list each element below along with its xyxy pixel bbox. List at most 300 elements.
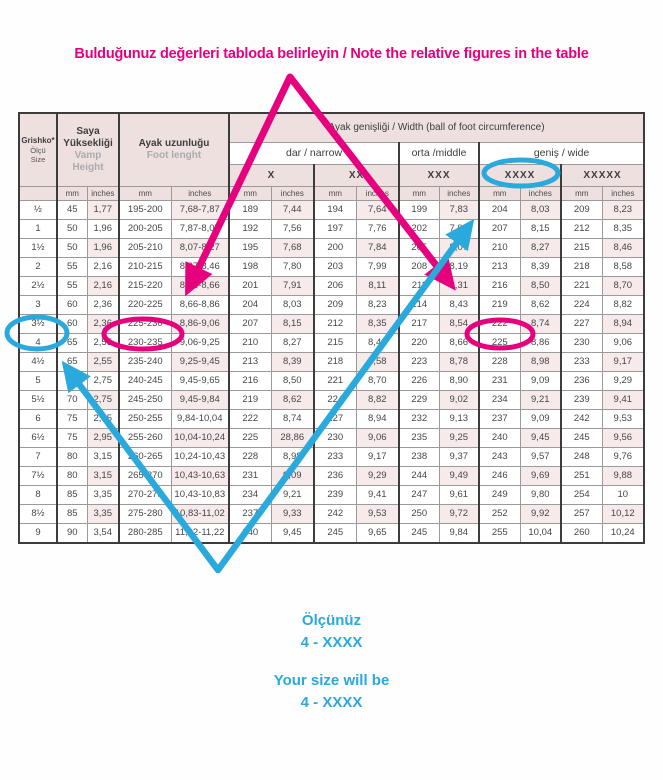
cell-foot_in: 8,86-9,06 (171, 314, 229, 333)
cell-vamp_mm: 75 (57, 428, 87, 447)
cell-xxx_in: 8,90 (439, 371, 479, 390)
cell-vamp_in: 1,96 (87, 238, 119, 257)
cell-vamp_mm: 80 (57, 447, 87, 466)
cell-xxx_mm: 229 (399, 390, 439, 409)
table-row (19, 485, 644, 504)
cell-xxxx_mm: 204 (479, 200, 520, 219)
cell-size: 5 (19, 371, 57, 390)
cell-x_in: 7,56 (271, 219, 314, 238)
cell-vamp_mm: 65 (57, 333, 87, 352)
cell-xxx_in: 8,66 (439, 333, 479, 352)
cell-xxxxx_in: 9,53 (602, 409, 644, 428)
unit-inches: inches (87, 186, 119, 200)
grade-xxxxx: XXXXX (561, 164, 644, 186)
cell-size: 8½ (19, 504, 57, 523)
cell-size: 4½ (19, 352, 57, 371)
cell-xx_in: 9,06 (356, 428, 399, 447)
cell-xx_in: 8,11 (356, 276, 399, 295)
cell-xxxxx_mm: 233 (561, 352, 602, 371)
cell-xxxxx_in: 9,88 (602, 466, 644, 485)
cell-size: 7½ (19, 466, 57, 485)
cell-xx_mm: 212 (314, 314, 356, 333)
footer-size-tr: 4 - XXXX (300, 634, 363, 651)
cell-xxxxx_in: 10 (602, 485, 644, 504)
cell-x_mm: 207 (229, 314, 271, 333)
unit-mm: mm (561, 186, 602, 200)
cell-xxx_mm: 202 (399, 219, 439, 238)
cell-foot_mm: 250-255 (119, 409, 171, 428)
cell-x_mm: 228 (229, 447, 271, 466)
cell-xxxx_mm: 240 (479, 428, 520, 447)
cell-size: 6½ (19, 428, 57, 447)
cell-vamp_mm: 60 (57, 314, 87, 333)
cell-foot_mm: 225-230 (119, 314, 171, 333)
cell-x_in: 8,62 (271, 390, 314, 409)
cell-xxx_mm: 211 (399, 276, 439, 295)
cell-xxxxx_in: 9,06 (602, 333, 644, 352)
cell-size: 7 (19, 447, 57, 466)
cell-foot_mm: 275-280 (119, 504, 171, 523)
cell-xxxx_mm: 249 (479, 485, 520, 504)
cell-x_in: 8,03 (271, 295, 314, 314)
cell-xxxxx_in: 9,41 (602, 390, 644, 409)
cell-vamp_in: 3,15 (87, 466, 119, 485)
cell-vamp_mm: 70 (57, 390, 87, 409)
cell-xxx_in: 7,95 (439, 219, 479, 238)
cell-foot_in: 10,04-10,24 (171, 428, 229, 447)
col-header-vamp (57, 113, 119, 186)
cell-xxxx_mm: 216 (479, 276, 520, 295)
cell-size: 2½ (19, 276, 57, 295)
cell-xx_mm: 233 (314, 447, 356, 466)
cell-foot_in: 9,25-9,45 (171, 352, 229, 371)
vamp-label-en: Vamp Height (72, 149, 104, 173)
cell-x_in: 8,74 (271, 409, 314, 428)
table-row (19, 466, 644, 485)
cell-xxx_in: 9,25 (439, 428, 479, 447)
cell-xxxx_in: 8,74 (520, 314, 561, 333)
cell-xxxxx_in: 8,58 (602, 257, 644, 276)
foot-label-tr: Ayak uzunluğu (138, 137, 210, 149)
cell-xxxx_mm: 231 (479, 371, 520, 390)
cell-foot_in: 9,06-9,25 (171, 333, 229, 352)
table-row (19, 200, 644, 219)
table-row (19, 238, 644, 257)
cell-xxx_in: 8,43 (439, 295, 479, 314)
unit-inches: inches (356, 186, 399, 200)
table-row (19, 371, 644, 390)
cell-xxxxx_in: 8,82 (602, 295, 644, 314)
foot-label-en: Foot lenght (146, 149, 202, 161)
cell-xxxx_in: 9,21 (520, 390, 561, 409)
cell-x_mm: 231 (229, 466, 271, 485)
grade-xxxx: XXXX (479, 164, 561, 186)
cell-xx_in: 8,58 (356, 352, 399, 371)
table-row (19, 390, 644, 409)
table-row (19, 504, 644, 523)
cell-vamp_in: 2,55 (87, 333, 119, 352)
cell-vamp_in: 3,15 (87, 447, 119, 466)
cell-x_in: 9,09 (271, 466, 314, 485)
col-header-middle: orta /middle (399, 142, 479, 164)
cell-xxxxx_in: 8,46 (602, 238, 644, 257)
cell-xx_mm: 224 (314, 390, 356, 409)
cell-foot_in: 10,24-10,43 (171, 447, 229, 466)
cell-xx_in: 8,35 (356, 314, 399, 333)
grade-xxx: XXX (399, 164, 479, 186)
size-table (18, 112, 645, 544)
size-label-en: Size (30, 154, 46, 164)
cell-xxxx_mm: 210 (479, 238, 520, 257)
unit-mm: mm (399, 186, 439, 200)
table-row (19, 523, 644, 543)
cell-x_mm: 204 (229, 295, 271, 314)
cell-xxx_mm: 220 (399, 333, 439, 352)
cell-foot_in: 11,02-11,22 (171, 523, 229, 543)
cell-foot_mm: 210-215 (119, 257, 171, 276)
cell-vamp_in: 3,35 (87, 504, 119, 523)
table-row (19, 314, 644, 333)
cell-xxxxx_mm: 242 (561, 409, 602, 428)
cell-x_mm: 201 (229, 276, 271, 295)
cell-vamp_in: 3,54 (87, 523, 119, 543)
cell-vamp_mm: 60 (57, 295, 87, 314)
table-row (19, 447, 644, 466)
cell-xxxx_in: 9,09 (520, 409, 561, 428)
cell-foot_in: 7,87-8,07 (171, 219, 229, 238)
cell-xxx_in: 8,19 (439, 257, 479, 276)
cell-x_mm: 216 (229, 371, 271, 390)
cell-xx_mm: 221 (314, 371, 356, 390)
cell-xx_in: 9,17 (356, 447, 399, 466)
unit-blank (19, 186, 57, 200)
cell-size: ½ (19, 200, 57, 219)
cell-foot_in: 8,46-8,66 (171, 276, 229, 295)
cell-x_mm: 210 (229, 333, 271, 352)
vamp-label-tr: Saya Yüksekliği (63, 125, 113, 149)
cell-xxxxx_mm: 221 (561, 276, 602, 295)
cell-xxxx_in: 9,92 (520, 504, 561, 523)
cell-foot_mm: 220-225 (119, 295, 171, 314)
cell-foot_mm: 205-210 (119, 238, 171, 257)
cell-vamp_mm: 80 (57, 466, 87, 485)
cell-xxxxx_in: 9,56 (602, 428, 644, 447)
cell-xx_in: 8,46 (356, 333, 399, 352)
cell-vamp_mm: 70 (57, 371, 87, 390)
table-row (19, 257, 644, 276)
col-header-foot-length (119, 113, 229, 186)
col-header-width-group: Ayak genişliği / Width (ball of foot circumference) (229, 113, 644, 142)
cell-xxxxx_in: 8,94 (602, 314, 644, 333)
cell-xxx_in: 9,49 (439, 466, 479, 485)
cell-foot_in: 8,66-8,86 (171, 295, 229, 314)
cell-vamp_in: 2,95 (87, 428, 119, 447)
cell-x_in: 8,27 (271, 333, 314, 352)
table-row (19, 352, 644, 371)
cell-xxx_in: 8,54 (439, 314, 479, 333)
table-row (19, 333, 644, 352)
cell-vamp_in: 2,95 (87, 409, 119, 428)
cell-foot_mm: 255-260 (119, 428, 171, 447)
cell-vamp_in: 2,36 (87, 314, 119, 333)
cell-xxxx_in: 8,98 (520, 352, 561, 371)
cell-size: 6 (19, 409, 57, 428)
cell-xxxx_in: 10,04 (520, 523, 561, 543)
cell-xxx_mm: 238 (399, 447, 439, 466)
cell-vamp_in: 2,55 (87, 352, 119, 371)
col-header-wide: geniş / wide (479, 142, 644, 164)
cell-xxxxx_in: 9,17 (602, 352, 644, 371)
cell-xxxx_mm: 222 (479, 314, 520, 333)
unit-mm: mm (479, 186, 520, 200)
footer-label-tr: Ölçünüz (301, 612, 362, 629)
table-row (19, 276, 644, 295)
cell-foot_in: 10,43-10,83 (171, 485, 229, 504)
cell-size: 3½ (19, 314, 57, 333)
cell-vamp_mm: 90 (57, 523, 87, 543)
cell-x_in: 28,86 (271, 428, 314, 447)
cell-xx_mm: 200 (314, 238, 356, 257)
col-header-narrow: dar / narrow (229, 142, 399, 164)
cell-xxxx_in: 9,57 (520, 447, 561, 466)
cell-size: 1½ (19, 238, 57, 257)
cell-xxxx_in: 8,39 (520, 257, 561, 276)
unit-inches: inches (439, 186, 479, 200)
cell-xx_mm: 197 (314, 219, 356, 238)
grade-x: X (229, 164, 314, 186)
cell-xxx_mm: 244 (399, 466, 439, 485)
cell-xxxx_in: 8,27 (520, 238, 561, 257)
size-table-body (19, 200, 644, 543)
cell-xx_in: 7,99 (356, 257, 399, 276)
cell-foot_mm: 240-245 (119, 371, 171, 390)
cell-xxxx_mm: 255 (479, 523, 520, 543)
cell-vamp_mm: 50 (57, 219, 87, 238)
cell-xx_mm: 242 (314, 504, 356, 523)
cell-size: 1 (19, 219, 57, 238)
cell-xxx_mm: 250 (399, 504, 439, 523)
cell-x_mm: 219 (229, 390, 271, 409)
cell-xxxx_mm: 213 (479, 257, 520, 276)
cell-xx_in: 7,76 (356, 219, 399, 238)
cell-xxxxx_mm: 227 (561, 314, 602, 333)
cell-xxxx_mm: 207 (479, 219, 520, 238)
cell-xxxxx_in: 8,35 (602, 219, 644, 238)
cell-xxx_mm: 245 (399, 523, 439, 543)
cell-xxx_in: 8,31 (439, 276, 479, 295)
cell-size: 2 (19, 257, 57, 276)
cell-xxxxx_mm: 248 (561, 447, 602, 466)
cell-vamp_mm: 75 (57, 409, 87, 428)
cell-foot_in: 8,07-8,27 (171, 238, 229, 257)
table-header (19, 113, 644, 200)
unit-mm: mm (229, 186, 271, 200)
cell-xxx_in: 9,02 (439, 390, 479, 409)
cell-xxxx_in: 9,80 (520, 485, 561, 504)
cell-x_mm: 192 (229, 219, 271, 238)
cell-vamp_mm: 65 (57, 352, 87, 371)
cell-xx_in: 7,84 (356, 238, 399, 257)
cell-xxxxx_mm: 218 (561, 257, 602, 276)
brand-label: Grishko* (21, 135, 55, 145)
cell-x_in: 9,33 (271, 504, 314, 523)
cell-x_mm: 195 (229, 238, 271, 257)
cell-vamp_in: 2,16 (87, 276, 119, 295)
cell-xx_mm: 215 (314, 333, 356, 352)
cell-xxxxx_in: 8,23 (602, 200, 644, 219)
cell-foot_in: 9,45-9,65 (171, 371, 229, 390)
cell-xxxx_mm: 219 (479, 295, 520, 314)
cell-vamp_in: 2,75 (87, 371, 119, 390)
cell-x_in: 8,98 (271, 447, 314, 466)
cell-foot_in: 10,83-11,02 (171, 504, 229, 523)
cell-vamp_mm: 55 (57, 257, 87, 276)
grade-xx: XX (314, 164, 399, 186)
cell-xxx_mm: 247 (399, 485, 439, 504)
size-label-tr: Ölçü (30, 145, 46, 155)
cell-xxxxx_in: 8,70 (602, 276, 644, 295)
cell-xxxxx_mm: 239 (561, 390, 602, 409)
cell-xxxxx_mm: 245 (561, 428, 602, 447)
cell-xxx_in: 9,61 (439, 485, 479, 504)
cell-x_in: 9,21 (271, 485, 314, 504)
cell-foot_mm: 235-240 (119, 352, 171, 371)
cell-vamp_mm: 50 (57, 238, 87, 257)
cell-foot_mm: 260-265 (119, 447, 171, 466)
cell-xx_mm: 218 (314, 352, 356, 371)
cell-xxxxx_mm: 251 (561, 466, 602, 485)
cell-xx_in: 7,64 (356, 200, 399, 219)
cell-xxxxx_mm: 254 (561, 485, 602, 504)
cell-xxxx_in: 8,62 (520, 295, 561, 314)
cell-xx_mm: 227 (314, 409, 356, 428)
cell-vamp_in: 3,35 (87, 485, 119, 504)
cell-xxxx_mm: 237 (479, 409, 520, 428)
cell-xxxx_in: 8,03 (520, 200, 561, 219)
unit-inches: inches (171, 186, 229, 200)
cell-foot_mm: 195-200 (119, 200, 171, 219)
cell-size: 4 (19, 333, 57, 352)
cell-x_mm: 198 (229, 257, 271, 276)
cell-xx_in: 9,65 (356, 523, 399, 543)
cell-xxxx_in: 9,45 (520, 428, 561, 447)
cell-xxxx_in: 8,15 (520, 219, 561, 238)
cell-xx_mm: 209 (314, 295, 356, 314)
cell-x_in: 8,15 (271, 314, 314, 333)
cell-xx_mm: 245 (314, 523, 356, 543)
cell-foot_in: 9,45-9,84 (171, 390, 229, 409)
cell-vamp_in: 2,36 (87, 295, 119, 314)
unit-inches: inches (271, 186, 314, 200)
cell-foot_in: 7,68-7,87 (171, 200, 229, 219)
cell-vamp_in: 1,77 (87, 200, 119, 219)
cell-size: 9 (19, 523, 57, 543)
cell-xxxx_mm: 252 (479, 504, 520, 523)
cell-x_mm: 240 (229, 523, 271, 543)
cell-x_mm: 213 (229, 352, 271, 371)
cell-xxxx_in: 8,50 (520, 276, 561, 295)
table-row (19, 409, 644, 428)
cell-x_in: 8,50 (271, 371, 314, 390)
cell-xx_mm: 239 (314, 485, 356, 504)
cell-x_in: 8,39 (271, 352, 314, 371)
cell-xxxxx_mm: 209 (561, 200, 602, 219)
cell-xxxx_mm: 234 (479, 390, 520, 409)
cell-x_in: 7,91 (271, 276, 314, 295)
cell-xx_mm: 194 (314, 200, 356, 219)
cell-xx_mm: 206 (314, 276, 356, 295)
cell-x_in: 7,44 (271, 200, 314, 219)
cell-foot_mm: 215-220 (119, 276, 171, 295)
cell-xxxx_mm: 228 (479, 352, 520, 371)
cell-xxx_mm: 208 (399, 257, 439, 276)
cell-xx_in: 8,23 (356, 295, 399, 314)
cell-foot_mm: 270-275 (119, 485, 171, 504)
unit-inches: inches (602, 186, 644, 200)
cell-xxx_in: 9,84 (439, 523, 479, 543)
cell-vamp_mm: 55 (57, 276, 87, 295)
cell-xx_in: 8,70 (356, 371, 399, 390)
cell-xxxx_mm: 225 (479, 333, 520, 352)
cell-xxx_in: 8,07 (439, 238, 479, 257)
cell-foot_in: 9,84-10,04 (171, 409, 229, 428)
unit-inches: inches (520, 186, 561, 200)
cell-xxxxx_mm: 257 (561, 504, 602, 523)
cell-xxxxx_in: 9,76 (602, 447, 644, 466)
cell-size: 3 (19, 295, 57, 314)
table-row (19, 295, 644, 314)
cell-xx_mm: 236 (314, 466, 356, 485)
cell-xxxx_mm: 243 (479, 447, 520, 466)
cell-xxxxx_in: 10,24 (602, 523, 644, 543)
cell-xxxx_in: 9,09 (520, 371, 561, 390)
cell-xxxxx_mm: 230 (561, 333, 602, 352)
cell-xx_mm: 230 (314, 428, 356, 447)
cell-size: 8 (19, 485, 57, 504)
cell-xxxxx_mm: 215 (561, 238, 602, 257)
cell-vamp_in: 2,75 (87, 390, 119, 409)
col-header-size (19, 113, 57, 186)
cell-foot_mm: 200-205 (119, 219, 171, 238)
cell-foot_mm: 280-285 (119, 523, 171, 543)
cell-foot_in: 10,43-10,63 (171, 466, 229, 485)
cell-xxx_mm: 217 (399, 314, 439, 333)
cell-foot_in: 8,27-8,46 (171, 257, 229, 276)
cell-x_mm: 237 (229, 504, 271, 523)
table-row (19, 219, 644, 238)
cell-xxx_mm: 232 (399, 409, 439, 428)
table-row (19, 428, 644, 447)
cell-x_in: 7,80 (271, 257, 314, 276)
cell-foot_mm: 265-270 (119, 466, 171, 485)
cell-xx_in: 9,53 (356, 504, 399, 523)
footer-size-en: 4 - XXXX (300, 694, 363, 711)
cell-xxx_mm: 223 (399, 352, 439, 371)
cell-vamp_mm: 85 (57, 504, 87, 523)
cell-xxx_mm: 235 (399, 428, 439, 447)
cell-x_in: 9,45 (271, 523, 314, 543)
cell-vamp_mm: 85 (57, 485, 87, 504)
cell-xxx_in: 9,13 (439, 409, 479, 428)
cell-xxxxx_mm: 260 (561, 523, 602, 543)
cell-x_mm: 225 (229, 428, 271, 447)
cell-xx_in: 8,82 (356, 390, 399, 409)
cell-xx_in: 9,29 (356, 466, 399, 485)
page-title: Bulduğunuz değerleri tabloda belirleyin / Note the relative figures in the table (74, 46, 589, 62)
cell-xxxxx_in: 9,29 (602, 371, 644, 390)
unit-mm: mm (314, 186, 356, 200)
cell-x_mm: 189 (229, 200, 271, 219)
